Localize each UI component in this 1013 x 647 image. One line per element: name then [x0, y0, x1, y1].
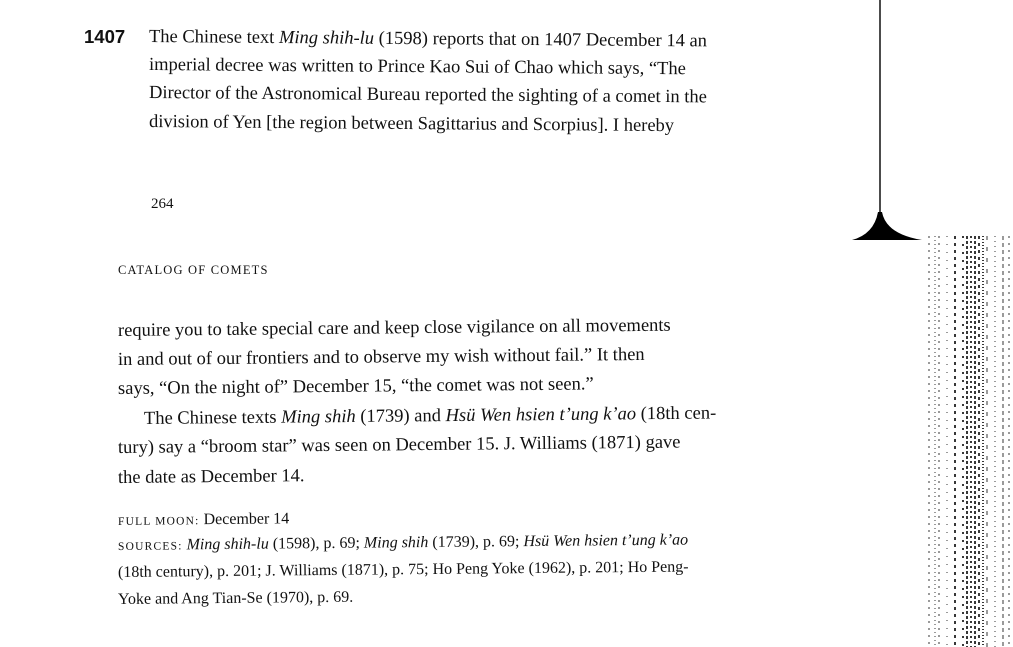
- sources-line: Yoke and Ang Tian-Se (1970), p. 69.: [117, 588, 354, 608]
- text-line: division of Yen [the region between Sagittarius and Scorpius]. I hereby: [148, 112, 675, 137]
- text-line: says, “On the night of” December 15, “the comet was not seen.”: [117, 374, 594, 399]
- page-number: 264: [151, 196, 174, 212]
- text-line: the date as December 14.: [117, 466, 305, 488]
- page-cut-mark: [852, 0, 922, 250]
- sources-label: SOURCES:: [117, 540, 183, 553]
- text-line: The Chinese text Ming shih-lu (1598) reports that on 1407 December 14 an: [148, 27, 708, 52]
- text-line: require you to take special care and keep close vigilance on all movements: [117, 315, 671, 341]
- text-line: imperial decree was written to Prince Kao Sui of Chao which says, “The: [148, 55, 686, 80]
- text-line: Director of the Astronomical Bureau reported the sighting of a comet in the: [148, 83, 707, 108]
- full-moon-line: FULL MOON: December 14: [117, 510, 290, 529]
- running-head: CATALOG OF COMETS: [118, 263, 269, 277]
- full-moon-label: FULL MOON:: [117, 515, 200, 528]
- text-line: The Chinese texts Ming shih (1739) and Hsü Wen hsien t’ung k’ao (18th cen-: [143, 403, 717, 429]
- text-line: in and out of our frontiers and to observe my wish without fail.” It then: [117, 344, 645, 370]
- sources-line: SOURCES: Ming shih-lu (1598), p. 69; Ming shih (1739), p. 69; Hsü Wen hsien t’ung k’ao: [117, 531, 689, 554]
- scan-edge-noise: [925, 236, 1013, 647]
- sources-line: (18th century), p. 201; J. Williams (1871), p. 75; Ho Peng Yoke (1962), p. 201; Ho Peng-: [117, 558, 689, 581]
- entry-year: 1407: [84, 26, 126, 47]
- text-line: tury) say a “broom star” was seen on December 15. J. Williams (1871) gave: [117, 432, 681, 458]
